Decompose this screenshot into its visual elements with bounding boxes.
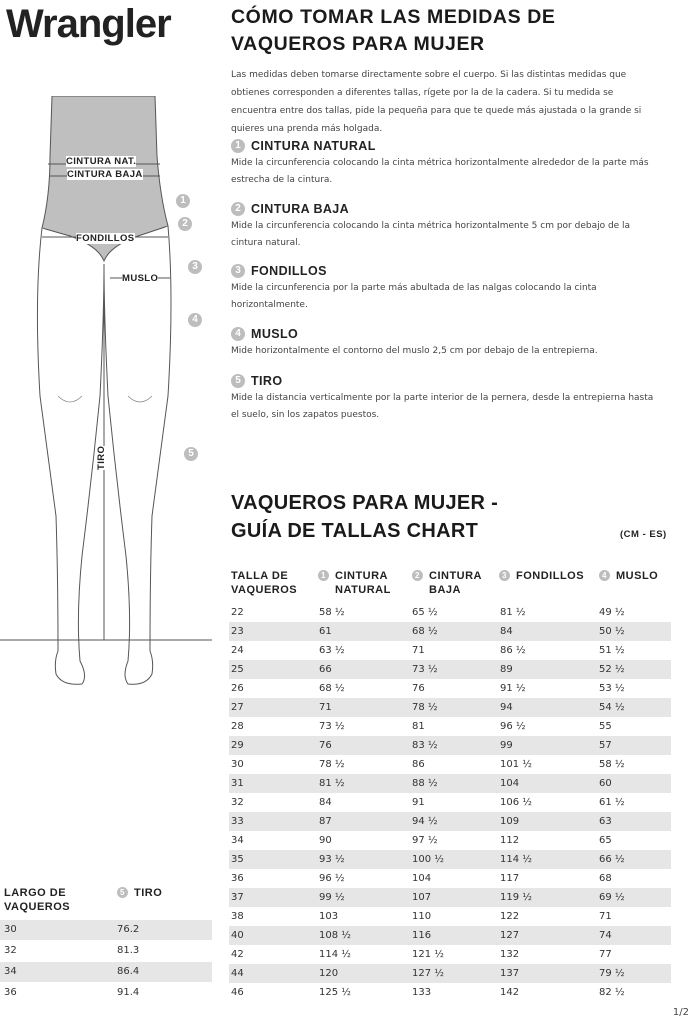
table-cell: 73 ½ bbox=[319, 721, 345, 732]
table-cell: 77 bbox=[599, 949, 612, 960]
table-row bbox=[229, 698, 671, 717]
header-tiro bbox=[117, 886, 162, 900]
table-cell: 83 ½ bbox=[412, 740, 438, 751]
marker-2: 2 bbox=[178, 217, 192, 231]
header-number-badge: 1 bbox=[318, 570, 329, 581]
header-line: VAQUEROS bbox=[231, 584, 298, 596]
step-title: TIRO bbox=[251, 374, 283, 388]
table-cell: 79 ½ bbox=[599, 968, 625, 979]
step-text: Mide la circunferencia colocando la cinta métrica horizontalmente 5 cm por debajo de la cintura natural. bbox=[231, 221, 631, 248]
table-cell: 53 ½ bbox=[599, 683, 625, 694]
table-row bbox=[0, 983, 212, 1003]
label-fondillos: FONDILLOS bbox=[76, 233, 135, 244]
table-cell: 76 bbox=[319, 740, 332, 751]
table-cell: 58 ½ bbox=[319, 607, 345, 618]
table-cell: 127 ½ bbox=[412, 968, 444, 979]
table-cell: 66 ½ bbox=[599, 854, 625, 865]
table-cell: 114 ½ bbox=[319, 949, 351, 960]
page-title-line: CÓMO TOMAR LAS MEDIDAS DE bbox=[231, 6, 556, 28]
label-cintura-natural: CINTURA NAT. bbox=[66, 156, 137, 167]
table-row bbox=[229, 983, 671, 1002]
marker-4: 4 bbox=[188, 313, 202, 327]
table-cell: 37 bbox=[231, 892, 244, 903]
table-row bbox=[0, 941, 212, 961]
table-cell: 101 ½ bbox=[500, 759, 532, 770]
table-cell: 96 ½ bbox=[500, 721, 526, 732]
step-number-badge: 3 bbox=[231, 264, 245, 278]
table-cell: 91 ½ bbox=[500, 683, 526, 694]
step-text: Mide la distancia verticalmente por la parte interior de la pernera, desde la entrepierna hasta el suelo, sin los zapatos puestos. bbox=[231, 393, 654, 420]
table-cell: 108 ½ bbox=[319, 930, 351, 941]
header-line: FONDILLOS bbox=[516, 570, 585, 582]
step-text: Mide horizontalmente el contorno del muslo 2,5 cm por debajo de la entrepierna. bbox=[231, 346, 598, 356]
table-cell: 26 bbox=[231, 683, 244, 694]
table-cell: 93 ½ bbox=[319, 854, 345, 865]
table-cell: 61 bbox=[319, 626, 332, 637]
table-cell: 65 bbox=[599, 835, 612, 846]
table-cell: 46 bbox=[231, 987, 244, 998]
table-row bbox=[229, 755, 671, 774]
table-cell: 116 bbox=[412, 930, 432, 941]
table-cell: 112 bbox=[500, 835, 520, 846]
table-cell: 132 bbox=[500, 949, 520, 960]
size-chart-title bbox=[231, 489, 498, 545]
table-cell: 31 bbox=[231, 778, 244, 789]
brand-logo: Wrangler bbox=[6, 2, 171, 46]
table-cell: 36 bbox=[4, 987, 17, 998]
table-cell: 73 ½ bbox=[412, 664, 438, 675]
table-cell: 66 bbox=[319, 664, 332, 675]
table-cell: 40 bbox=[231, 930, 244, 941]
table-cell: 52 ½ bbox=[599, 664, 625, 675]
step-5 bbox=[231, 374, 661, 424]
step-3 bbox=[231, 264, 661, 314]
table-cell: 54 ½ bbox=[599, 702, 625, 713]
table-cell: 84 bbox=[319, 797, 332, 808]
table-cell: 122 bbox=[500, 911, 520, 922]
table-cell: 50 ½ bbox=[599, 626, 625, 637]
table-row bbox=[0, 920, 212, 940]
table-cell: 121 ½ bbox=[412, 949, 444, 960]
table-cell: 30 bbox=[231, 759, 244, 770]
table-cell: 100 ½ bbox=[412, 854, 444, 865]
table-cell: 127 bbox=[500, 930, 520, 941]
header-number-badge: 2 bbox=[412, 570, 423, 581]
table-cell: 71 bbox=[599, 911, 612, 922]
table-cell: 82 ½ bbox=[599, 987, 625, 998]
table-cell: 29 bbox=[231, 740, 244, 751]
table-cell: 103 bbox=[319, 911, 339, 922]
body-figure bbox=[0, 96, 215, 696]
table-row bbox=[229, 812, 671, 831]
table-row bbox=[229, 679, 671, 698]
table-cell: 60 bbox=[599, 778, 612, 789]
table-cell: 34 bbox=[231, 835, 244, 846]
step-text: Mide la circunferencia por la parte más abultada de las nalgas colocando la cinta horizontalmente. bbox=[231, 283, 597, 310]
table-cell: 142 bbox=[500, 987, 520, 998]
table-cell: 91.4 bbox=[117, 987, 140, 998]
marker-5: 5 bbox=[184, 447, 198, 461]
page-title-line: VAQUEROS PARA MUJER bbox=[231, 33, 485, 55]
label-cintura-baja: CINTURA BAJA bbox=[67, 169, 143, 180]
table-cell: 24 bbox=[231, 645, 244, 656]
marker-3: 3 bbox=[188, 260, 202, 274]
step-text: Mide la circunferencia colocando la cinta métrica horizontalmente alrededor de la parte más estrecha de la cintura. bbox=[231, 158, 649, 185]
table-cell: 71 bbox=[412, 645, 425, 656]
table-cell: 61 ½ bbox=[599, 797, 625, 808]
table-cell: 25 bbox=[231, 664, 244, 675]
table-cell: 91 bbox=[412, 797, 425, 808]
table-cell: 78 ½ bbox=[319, 759, 345, 770]
header-line: TALLA DE bbox=[231, 570, 289, 582]
table-cell: 81 bbox=[412, 721, 425, 732]
table-cell: 23 bbox=[231, 626, 244, 637]
step-title: CINTURA BAJA bbox=[251, 202, 350, 216]
table-row bbox=[229, 850, 671, 869]
table-cell: 28 bbox=[231, 721, 244, 732]
table-row bbox=[229, 717, 671, 736]
table-cell: 117 bbox=[500, 873, 520, 884]
table-cell: 137 bbox=[500, 968, 520, 979]
table-cell: 97 ½ bbox=[412, 835, 438, 846]
step-number-badge: 4 bbox=[231, 327, 245, 341]
table-cell: 34 bbox=[4, 966, 17, 977]
table-cell: 110 bbox=[412, 911, 432, 922]
table-cell: 120 bbox=[319, 968, 339, 979]
table-cell: 106 ½ bbox=[500, 797, 532, 808]
unit-label: (CM - ES) bbox=[620, 529, 667, 540]
step-title: MUSLO bbox=[251, 327, 299, 341]
table-cell: 63 ½ bbox=[319, 645, 345, 656]
table-cell: 81 ½ bbox=[319, 778, 345, 789]
table-cell: 86.4 bbox=[117, 966, 140, 977]
table-cell: 22 bbox=[231, 607, 244, 618]
header-number-badge: 5 bbox=[117, 887, 128, 898]
table-cell: 27 bbox=[231, 702, 244, 713]
table-row bbox=[0, 962, 212, 982]
table-cell: 38 bbox=[231, 911, 244, 922]
table-cell: 78 ½ bbox=[412, 702, 438, 713]
step-title: CINTURA NATURAL bbox=[251, 139, 376, 153]
label-muslo: MUSLO bbox=[122, 273, 159, 284]
table-cell: 68 ½ bbox=[412, 626, 438, 637]
header-line: TIRO bbox=[134, 887, 163, 899]
header-line: VAQUEROS bbox=[4, 901, 71, 913]
step-number-badge: 5 bbox=[231, 374, 245, 388]
table-cell: 94 ½ bbox=[412, 816, 438, 827]
header-line: CINTURA bbox=[335, 570, 388, 582]
header-line: BAJA bbox=[429, 584, 461, 596]
table-cell: 99 bbox=[500, 740, 513, 751]
header-cintura-natural bbox=[318, 569, 391, 597]
table-cell: 125 ½ bbox=[319, 987, 351, 998]
table-row bbox=[229, 622, 671, 641]
table-cell: 76 bbox=[412, 683, 425, 694]
table-cell: 68 ½ bbox=[319, 683, 345, 694]
table-cell: 87 bbox=[319, 816, 332, 827]
header-muslo bbox=[599, 569, 658, 583]
step-number-badge: 2 bbox=[231, 202, 245, 216]
table-cell: 96 ½ bbox=[319, 873, 345, 884]
header-line: CINTURA bbox=[429, 570, 482, 582]
table-row bbox=[229, 907, 671, 926]
page-title bbox=[231, 4, 555, 58]
size-chart-title-line: GUÍA DE TALLAS CHART bbox=[231, 520, 479, 542]
header-line: MUSLO bbox=[616, 570, 659, 582]
table-cell: 69 ½ bbox=[599, 892, 625, 903]
size-chart-title-line: VAQUEROS PARA MUJER - bbox=[231, 492, 499, 514]
table-cell: 74 bbox=[599, 930, 612, 941]
step-title: FONDILLOS bbox=[251, 264, 327, 278]
table-cell: 107 bbox=[412, 892, 432, 903]
table-cell: 32 bbox=[4, 945, 17, 956]
table-cell: 30 bbox=[4, 924, 17, 935]
table-cell: 86 ½ bbox=[500, 645, 526, 656]
header-line: LARGO DE bbox=[4, 887, 67, 899]
table-cell: 65 ½ bbox=[412, 607, 438, 618]
header-cintura-baja bbox=[412, 569, 482, 597]
table-row bbox=[229, 831, 671, 850]
table-cell: 84 bbox=[500, 626, 513, 637]
table-cell: 119 ½ bbox=[500, 892, 532, 903]
header-number-badge: 4 bbox=[599, 570, 610, 581]
table-cell: 44 bbox=[231, 968, 244, 979]
table-cell: 109 bbox=[500, 816, 520, 827]
header-line: NATURAL bbox=[335, 584, 391, 596]
table-row bbox=[229, 603, 671, 622]
table-row bbox=[229, 641, 671, 660]
table-row bbox=[229, 774, 671, 793]
table-cell: 36 bbox=[231, 873, 244, 884]
table-cell: 94 bbox=[500, 702, 513, 713]
table-cell: 49 ½ bbox=[599, 607, 625, 618]
table-row bbox=[229, 660, 671, 679]
table-cell: 90 bbox=[319, 835, 332, 846]
table-cell: 33 bbox=[231, 816, 244, 827]
marker-1: 1 bbox=[176, 194, 190, 208]
table-row bbox=[229, 736, 671, 755]
table-cell: 76.2 bbox=[117, 924, 140, 935]
table-cell: 81 ½ bbox=[500, 607, 526, 618]
header-fondillos bbox=[499, 569, 584, 583]
table-cell: 89 bbox=[500, 664, 513, 675]
table-cell: 32 bbox=[231, 797, 244, 808]
table-cell: 71 bbox=[319, 702, 332, 713]
table-cell: 57 bbox=[599, 740, 612, 751]
header-talla bbox=[231, 569, 297, 597]
table-cell: 51 ½ bbox=[599, 645, 625, 656]
table-cell: 42 bbox=[231, 949, 244, 960]
table-row bbox=[229, 964, 671, 983]
table-row bbox=[229, 945, 671, 964]
intro-paragraph: Las medidas deben tomarse directamente sobre el cuerpo. Si las distintas medidas que obtienes corresponden a diferentes tallas, rígete por la de la cadera. Si tu medida se encuentra entre dos tallas, pide la pequeña para que te quede más ajustada o la grande si quieres una prenda más holgada. bbox=[231, 70, 642, 134]
table-cell: 133 bbox=[412, 987, 432, 998]
table-cell: 35 bbox=[231, 854, 244, 865]
table-cell: 63 bbox=[599, 816, 612, 827]
table-cell: 55 bbox=[599, 721, 612, 732]
table-cell: 86 bbox=[412, 759, 425, 770]
step-4 bbox=[231, 327, 661, 360]
table-cell: 58 ½ bbox=[599, 759, 625, 770]
table-row bbox=[229, 869, 671, 888]
table-row bbox=[229, 888, 671, 907]
table-cell: 104 bbox=[500, 778, 520, 789]
step-2 bbox=[231, 202, 661, 252]
table-cell: 104 bbox=[412, 873, 432, 884]
table-cell: 88 ½ bbox=[412, 778, 438, 789]
table-row bbox=[229, 793, 671, 812]
step-number-badge: 1 bbox=[231, 139, 245, 153]
table-cell: 114 ½ bbox=[500, 854, 532, 865]
header-largo bbox=[4, 886, 70, 914]
step-1 bbox=[231, 139, 661, 189]
header-number-badge: 3 bbox=[499, 570, 510, 581]
table-cell: 68 bbox=[599, 873, 612, 884]
table-row bbox=[229, 926, 671, 945]
label-tiro: TIRO bbox=[96, 445, 107, 470]
page-number: 1/2 bbox=[672, 1007, 689, 1018]
table-cell: 99 ½ bbox=[319, 892, 345, 903]
table-cell: 81.3 bbox=[117, 945, 140, 956]
